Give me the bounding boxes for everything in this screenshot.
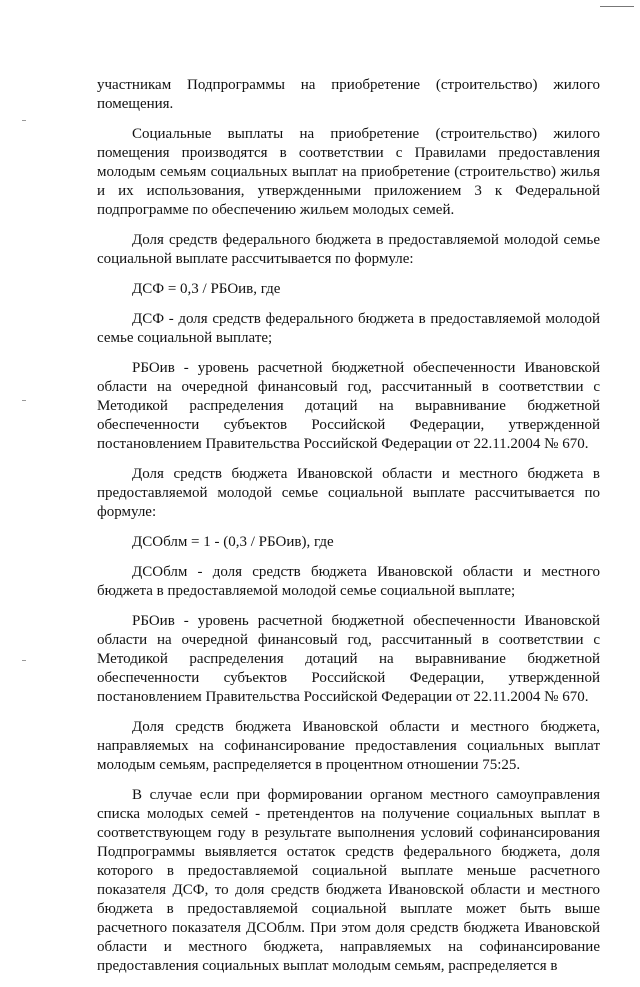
formula-dsoblm: ДСОблм = 1 - (0,3 / РБОив), где: [132, 534, 334, 550]
paragraph-continuation: участникам Подпрограммы на приобретение (строительство) жилого помещения.: [97, 77, 600, 112]
paragraph-remainder-case: В случае если при формировании органом местного самоуправления списка молодых семей - претендентов на получение социальных выплат в соответствующем году в результате выполнения условий софинансирования Подпрограммы выявляется остаток средств федерального бюджета, доля которого в предоставляемой социальной выплате меньше расчетного показателя ДСФ, то доля средств бюджета Ивановской области и местного бюджета в предоставляемой социальной выплате может быть выше расчетного показателя ДСОблм. При этом доля средств бюджета Ивановской области и местного бюджета, направляемых на софинансирование предоставления социальных выплат молодым семьям, распределяется в: [97, 787, 600, 974]
margin-scan-mark: [22, 400, 26, 401]
definition-dsoblm: ДСОблм - доля средств бюджета Ивановской области и местного бюджета в предоставляемой молодой семье социальной выплате;: [97, 564, 600, 599]
paragraph-regional-share: Доля средств бюджета Ивановской области и местного бюджета в предоставляемой молодой семье социальной выплате рассчитывается по формуле:: [97, 466, 600, 520]
formula-dsf: ДСФ = 0,3 / РБОив, где: [132, 281, 281, 297]
definition-rboiv: РБОив - уровень расчетной бюджетной обеспеченности Ивановской области на очередной финансовый год, рассчитанный в соответствии с Методикой распределения дотаций на выравнивание бюджетной обеспеченности субъектов Российской Федерации, утвержденной постановлением Правительства Российской Федерации от 22.11.2004 № 670.: [97, 360, 600, 452]
paragraph-federal-share: Доля средств федерального бюджета в предоставляемой молодой семье социальной выплате рассчитывается по формуле:: [97, 232, 600, 267]
document-page: [97, 76, 600, 987]
margin-scan-mark: [22, 120, 26, 121]
corner-scan-mark: [600, 6, 634, 7]
margin-scan-mark: [22, 660, 26, 661]
definition-dsf: ДСФ - доля средств федерального бюджета в предоставляемой молодой семье социальной выплате;: [97, 311, 600, 346]
paragraph-distribution: Доля средств бюджета Ивановской области и местного бюджета, направляемых на софинансирование предоставления социальных выплат молодым семьям, распределяется в процентном отношении 75:25.: [97, 719, 600, 773]
paragraph-social-payments: Социальные выплаты на приобретение (строительство) жилого помещения производятся в соответствии с Правилами предоставления молодым семьям социальных выплат на приобретение (строительство) жилья и их использования, утвержденными приложением 3 к Федеральной подпрограмме по обеспечению жильем молодых семей.: [97, 126, 600, 218]
definition-rboiv-2: РБОив - уровень расчетной бюджетной обеспеченности Ивановской области на очередной финансовый год, рассчитанный в соответствии с Методикой распределения дотаций на выравнивание бюджетной обеспеченности субъектов Российской Федерации, утвержденной постановлением Правительства Российской Федерации от 22.11.2004 № 670.: [97, 613, 600, 705]
